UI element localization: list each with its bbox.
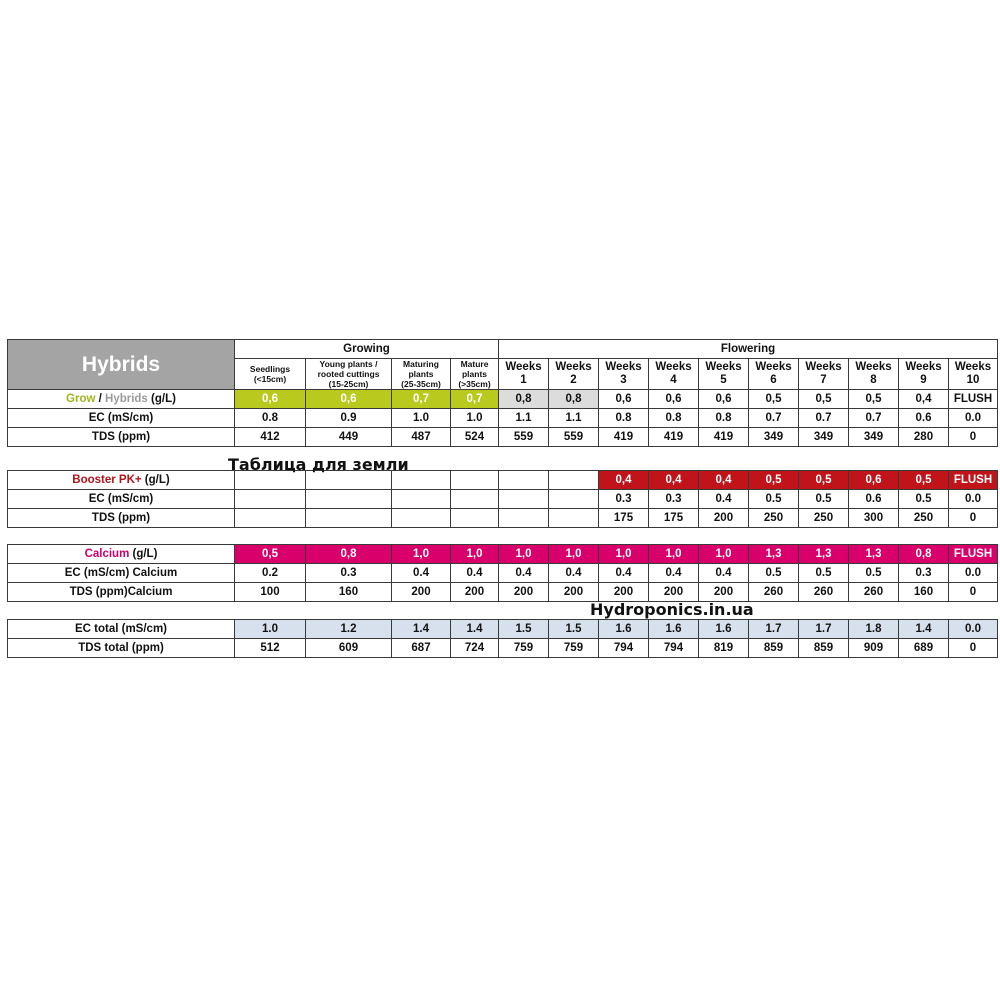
value-cell: 1.2 [306,620,392,639]
value-cell [451,509,499,528]
week-header-line: 2 [570,374,577,386]
value-cell: 0,5 [899,471,949,490]
week-header-line: Weeks [505,361,542,373]
value-cell: 1.5 [549,620,599,639]
value-cell: 1.8 [849,620,899,639]
week-header [599,359,649,390]
week-header-line: 7 [820,374,827,386]
value-cell: 1.7 [799,620,849,639]
value-cell: 0,8 [306,545,392,564]
calcium-dose-label [8,545,235,564]
total-ec-label: EC total (mS/cm) [8,620,235,639]
value-cell: 0,5 [799,390,849,409]
week-header [749,359,799,390]
value-cell: 0.5 [899,490,949,509]
booster-dose-label [8,471,235,490]
week-header [649,359,699,390]
value-cell: 260 [849,583,899,602]
week-header-line: Weeks [605,361,642,373]
value-cell: 0.0 [949,564,998,583]
value-cell: 689 [899,639,949,658]
value-cell: 449 [306,428,392,447]
value-cell: 1.0 [235,620,306,639]
value-cell: 1.0 [451,409,499,428]
value-cell: 175 [599,509,649,528]
week-header-line: Weeks [855,361,892,373]
value-cell: 0.8 [699,409,749,428]
value-cell: 0.6 [899,409,949,428]
value-cell: 0,7 [451,390,499,409]
value-cell: 759 [549,639,599,658]
value-cell: 280 [899,428,949,447]
week-header [499,359,549,390]
value-cell: FLUSH [949,390,998,409]
stage-header [235,359,306,390]
booster-label: Booster PK+ [72,474,142,486]
value-cell: 200 [699,583,749,602]
week-header-line: 4 [670,374,677,386]
value-cell: 559 [499,428,549,447]
site-watermark: Hydroponics.in.ua [590,600,754,619]
stage-header-line: Mature [460,359,489,369]
value-cell: 0,4 [599,471,649,490]
value-cell: 724 [451,639,499,658]
value-cell: 0.4 [599,564,649,583]
value-cell: 0.4 [499,564,549,583]
value-cell: 1.6 [599,620,649,639]
value-cell: 349 [749,428,799,447]
value-cell: 349 [849,428,899,447]
value-cell: 0.0 [949,409,998,428]
grow-label: Grow [66,393,96,405]
week-header [699,359,749,390]
value-cell: 0.8 [649,409,699,428]
value-cell: 1,0 [451,545,499,564]
value-cell: 412 [235,428,306,447]
week-header-line: 1 [520,374,527,386]
hybrids-feed-table [7,339,998,447]
value-cell: 1.4 [899,620,949,639]
value-cell: 487 [392,428,451,447]
booster-unit-label: (g/L) [141,474,170,486]
value-cell: 0,6 [699,390,749,409]
value-cell: 0.4 [549,564,599,583]
stage-header [392,359,451,390]
booster-ec-label: EC (mS/cm) [8,490,235,509]
value-cell: 0.3 [599,490,649,509]
value-cell: 0,5 [849,390,899,409]
calcium-unit-label: (g/L) [129,548,158,560]
soil-table-caption: Таблица для земли [228,455,409,474]
value-cell: 260 [799,583,849,602]
stage-header-line: plants [461,369,488,379]
value-cell: 0 [949,583,998,602]
booster-feed-table [7,470,998,528]
week-header-line: Weeks [555,361,592,373]
value-cell: 0,6 [599,390,649,409]
total-ec-row [8,620,998,639]
total-tds-row [8,639,998,658]
calcium-ec-label: EC (mS/cm) Calcium [8,564,235,583]
value-cell: 0,8 [499,390,549,409]
stage-header [306,359,392,390]
value-cell [549,509,599,528]
booster-dose-row [8,471,998,490]
week-header [799,359,849,390]
value-cell: 0.3 [306,564,392,583]
week-header-line: Weeks [805,361,842,373]
value-cell [392,509,451,528]
value-cell: 300 [849,509,899,528]
value-cell: 1.0 [392,409,451,428]
week-header-line: Weeks [655,361,692,373]
value-cell [235,509,306,528]
value-cell: 1,3 [799,545,849,564]
value-cell: 0,8 [549,390,599,409]
value-cell: 687 [392,639,451,658]
calcium-feed-table [7,544,998,602]
value-cell: 0,6 [649,390,699,409]
value-cell [549,490,599,509]
value-cell: 0,6 [235,390,306,409]
value-cell: 0,5 [749,471,799,490]
week-header-line: 3 [620,374,627,386]
value-cell: 609 [306,639,392,658]
value-cell: 0.5 [749,564,799,583]
value-cell: FLUSH [949,471,998,490]
value-cell: 1,0 [549,545,599,564]
value-cell: 1.4 [392,620,451,639]
value-cell: 0.7 [849,409,899,428]
value-cell: 0.8 [235,409,306,428]
value-cell: 0.4 [649,564,699,583]
value-cell: 0,4 [699,471,749,490]
value-cell: 0,5 [235,545,306,564]
week-header-line: 8 [870,374,877,386]
value-cell [235,490,306,509]
booster-tds-row [8,509,998,528]
value-cell [306,509,392,528]
value-cell: 175 [649,509,699,528]
stage-header-line: Maturing [403,359,439,369]
value-cell: 0,7 [392,390,451,409]
week-header-line: Weeks [954,361,992,373]
value-cell: 909 [849,639,899,658]
calcium-tds-label: TDS (ppm)Calcium [8,583,235,602]
value-cell [451,490,499,509]
week-header-line: Weeks [755,361,792,373]
value-cell: 1,3 [749,545,799,564]
grow-label-sep: / [95,393,106,405]
value-cell: 419 [599,428,649,447]
week-header-line: 6 [770,374,777,386]
booster-tds-label: TDS (ppm) [8,509,235,528]
value-cell: 759 [499,639,549,658]
value-cell: 1.6 [699,620,749,639]
chart-title: Hybrids [8,340,235,390]
growing-section-header: Growing [235,340,499,359]
value-cell: 524 [451,428,499,447]
value-cell [499,471,549,490]
week-header [849,359,899,390]
value-cell: 0.0 [949,490,998,509]
value-cell: 859 [749,639,799,658]
flowering-section-header: Flowering [499,340,998,359]
value-cell [451,471,499,490]
value-cell: 0.4 [699,564,749,583]
week-header-line: 5 [720,374,727,386]
value-cell: 0,5 [799,471,849,490]
value-cell: 0 [949,428,998,447]
value-cell [306,490,392,509]
value-cell: 0.8 [599,409,649,428]
value-cell [499,490,549,509]
value-cell: 0.4 [392,564,451,583]
value-cell: 512 [235,639,306,658]
value-cell: 200 [599,583,649,602]
value-cell: 200 [451,583,499,602]
grow-dose-row [8,390,998,409]
value-cell: 250 [899,509,949,528]
value-cell: 0,8 [899,545,949,564]
total-tds-label: TDS total (ppm) [8,639,235,658]
grow-unit-label: (g/L) [147,393,176,405]
value-cell [392,490,451,509]
value-cell: 200 [392,583,451,602]
value-cell: 0.5 [849,564,899,583]
value-cell: 1.1 [549,409,599,428]
value-cell: 0,6 [306,390,392,409]
value-cell: 1.7 [749,620,799,639]
value-cell: 200 [699,509,749,528]
value-cell: 160 [899,583,949,602]
stage-header-line: rooted cuttings [317,369,380,379]
value-cell: 349 [799,428,849,447]
value-cell: 200 [549,583,599,602]
value-cell: 0,5 [749,390,799,409]
value-cell: 0.4 [699,490,749,509]
value-cell: 419 [699,428,749,447]
value-cell: 1.5 [499,620,549,639]
stage-header-line: (<15cm) [253,374,287,384]
totals-table [7,619,998,658]
value-cell: 0.7 [799,409,849,428]
week-header-line: Weeks [905,361,942,373]
stage-header-line: Seedlings [249,364,291,374]
value-cell: 100 [235,583,306,602]
calcium-label: Calcium [84,548,130,560]
stage-header-line: (>35cm) [458,379,491,389]
value-cell: 0.6 [849,490,899,509]
value-cell: 0.4 [451,564,499,583]
value-cell: 1,0 [699,545,749,564]
value-cell: 160 [306,583,392,602]
value-cell: 200 [649,583,699,602]
value-cell: 1.6 [649,620,699,639]
value-cell [499,509,549,528]
calcium-ec-row [8,564,998,583]
grow-dose-label [8,390,235,409]
value-cell: 200 [499,583,549,602]
value-cell: 260 [749,583,799,602]
week-header-line: 9 [920,374,927,386]
value-cell: 1,0 [392,545,451,564]
stage-header-line: Young plants / [319,359,378,369]
value-cell: 0,6 [849,471,899,490]
week-header [949,359,998,390]
value-cell: 0.3 [899,564,949,583]
week-header-line: 10 [966,374,980,386]
grow-ec-label: EC (mS/cm) [8,409,235,428]
stage-header-line: plants [408,369,434,379]
value-cell: FLUSH [949,545,998,564]
grow-tds-label: TDS (ppm) [8,428,235,447]
value-cell: 0.5 [749,490,799,509]
value-cell: 250 [749,509,799,528]
value-cell: 0.9 [306,409,392,428]
value-cell: 0.5 [799,490,849,509]
value-cell: 794 [649,639,699,658]
calcium-tds-row [8,583,998,602]
week-header [549,359,599,390]
value-cell: 1,0 [499,545,549,564]
booster-ec-row [8,490,998,509]
stage-header-line: (25-35cm) [401,379,441,389]
value-cell: 250 [799,509,849,528]
value-cell: 0.7 [749,409,799,428]
value-cell: 0.0 [949,620,998,639]
value-cell: 0.3 [649,490,699,509]
value-cell: 1.4 [451,620,499,639]
value-cell: 819 [699,639,749,658]
value-cell: 0 [949,509,998,528]
week-header [899,359,949,390]
value-cell: 1,0 [599,545,649,564]
value-cell: 0.2 [235,564,306,583]
calcium-dose-row [8,545,998,564]
value-cell: 794 [599,639,649,658]
value-cell: 859 [799,639,849,658]
hybrids-label: Hybrids [105,393,148,405]
value-cell: 0.5 [799,564,849,583]
value-cell: 1,3 [849,545,899,564]
value-cell: 0,4 [899,390,949,409]
value-cell [549,471,599,490]
stage-header [451,359,499,390]
value-cell: 0,4 [649,471,699,490]
grow-ec-row [8,409,998,428]
stage-header-line: (15-25cm) [328,379,369,389]
value-cell: 0 [949,639,998,658]
week-header-line: Weeks [705,361,742,373]
grow-tds-row [8,428,998,447]
value-cell: 1.1 [499,409,549,428]
value-cell: 1,0 [649,545,699,564]
value-cell: 559 [549,428,599,447]
value-cell: 419 [649,428,699,447]
